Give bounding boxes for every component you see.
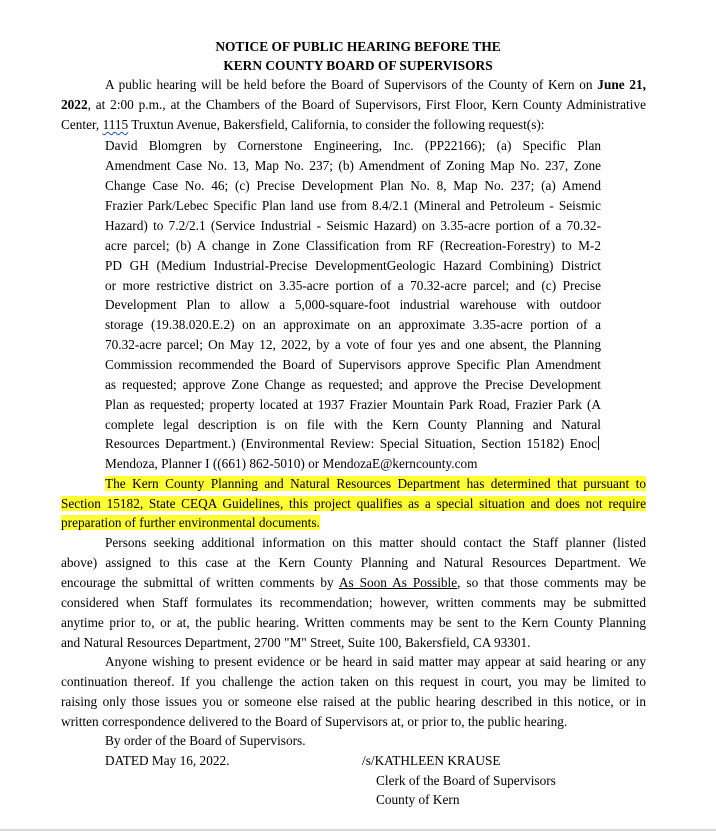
request-line: or more restrictive district on 3.35-acre portion of a 70.32-acre parcel; and (c) Precise bbox=[105, 278, 601, 293]
by-order-line: By order of the Board of Supervisors. bbox=[105, 733, 306, 748]
anyone-line: continuation thereof. If you challenge the action taken on this request in court, you may be limited to bbox=[61, 674, 646, 689]
request-line: Resources Department.) (Environmental Review: Special Situation, Section 15182) Enoc bbox=[105, 436, 597, 451]
request-line: Amendment Case No. 13, Map No. 237; (b) Amendment of Zoning Map No. 237, Zone bbox=[105, 158, 601, 173]
request-line: Frazier Park/Lebec Specific Plan land use from 8.4/2.1 (Mineral and Petroleum - Seismic bbox=[105, 198, 601, 213]
request-line: Change Case No. 46; (c) Precise Development Plan No. 8, Map No. 237; (a) Amend bbox=[105, 178, 601, 193]
request-line: acre parcel; (b) A change in Zone Classification from RF (Recreation-Forestry) to M-2 bbox=[105, 238, 601, 253]
street-number: 1115 bbox=[102, 117, 129, 132]
request-line: complete legal description is on file with the Kern County Planning and Natural bbox=[105, 417, 601, 432]
persons-line: considered when Staff formulates its recommendation; however, written comments may be submitted bbox=[61, 595, 646, 610]
ceqa-line: Section 15182, State CEQA Guidelines, this project qualifies as a special situation and does not require bbox=[61, 496, 646, 511]
request-line: as requested; approve Zone Change as requested; and approve the Precise Development bbox=[105, 377, 601, 392]
county-name: County of Kern bbox=[376, 792, 460, 807]
ceqa-line: The Kern County Planning and Natural Resources Department has determined that pursuant to bbox=[105, 476, 646, 491]
hearing-year: 2022 bbox=[61, 97, 88, 112]
notice-title-line-2: KERN COUNTY BOARD OF SUPERVISORS bbox=[223, 58, 493, 73]
request-line: Commission recommended the Board of Supervisors approve Specific Plan Amendment bbox=[105, 357, 601, 372]
intro-line-1: A public hearing will be held before the Board of Supervisors of the County of Kern on June 21, bbox=[105, 77, 646, 92]
persons-line: anytime prior to, or at, the public hearing. Written comments may be sent to the Kern County Planning bbox=[61, 615, 646, 630]
signature: /s/KATHLEEN KRAUSE bbox=[362, 753, 501, 768]
request-line: PD GH (Medium Industrial-Precise DevelopmentGeologic Hazard Combining) District bbox=[105, 258, 601, 273]
dated-line: DATED May 16, 2022. bbox=[105, 753, 230, 768]
deadline-phrase: As Soon As Possible bbox=[338, 575, 458, 590]
intro-line-3: Center, 1115 Truxtun Avenue, Bakersfield, California, to consider the following request(s): bbox=[61, 117, 545, 132]
intro-line-2: 2022, at 2:00 p.m., at the Chambers of the Board of Supervisors, First Floor, Kern County Administrative bbox=[61, 97, 646, 112]
request-line: storage (19.38.020.E.2) on an approximate on an approximate 3.35-acre portion of a bbox=[105, 317, 601, 332]
persons-line: and Natural Resources Department, 2700 "M" Street, Suite 100, Bakersfield, CA 93301. bbox=[61, 635, 531, 650]
request-line: Development Plan to allow a 5,000-square-foot industrial warehouse with outdoor bbox=[105, 297, 601, 312]
anyone-line: written correspondence delivered to the Board of Supervisors at, or prior to, the public hearing. bbox=[61, 714, 568, 729]
request-line: Hazard) to 7.2/2.1 (Service Industrial - Seismic Hazard) on 3.35-acre portion of a 70.32- bbox=[105, 218, 601, 233]
ceqa-line: preparation of further environmental documents. bbox=[61, 515, 320, 530]
anyone-line: raising only those issues you or someone else raised at the public hearing described in this notice, or in bbox=[61, 694, 646, 709]
request-line: 70.32-acre parcel; On May 12, 2022, by a vote of four yes and one absent, the Planning bbox=[105, 337, 601, 352]
persons-line: encourage the submittal of written comments by As Soon As Possible, so that those comments may be bbox=[61, 575, 646, 590]
anyone-line: Anyone wishing to present evidence or be heard in said matter may appear at said hearing or any bbox=[105, 654, 646, 669]
persons-line: Persons seeking additional information on this matter should contact the Staff planner (listed bbox=[105, 535, 646, 550]
notice-title-line-1: NOTICE OF PUBLIC HEARING BEFORE THE bbox=[215, 39, 501, 54]
hearing-date: June 21, bbox=[597, 77, 646, 92]
request-line: Mendoza, Planner I ((661) 862-5010) or MendozaE@kerncounty.com bbox=[105, 456, 478, 471]
text-cursor bbox=[598, 436, 599, 450]
request-line: Plan as requested; property located at 1937 Frazier Mountain Park Road, Frazier Park (A bbox=[105, 397, 601, 412]
request-line: David Blomgren by Cornerstone Engineering, Inc. (PP22166); (a) Specific Plan bbox=[105, 138, 601, 153]
clerk-title: Clerk of the Board of Supervisors bbox=[376, 773, 556, 788]
persons-line: above) assigned to this case at the Kern County Planning and Natural Resources Department. We bbox=[61, 555, 646, 570]
